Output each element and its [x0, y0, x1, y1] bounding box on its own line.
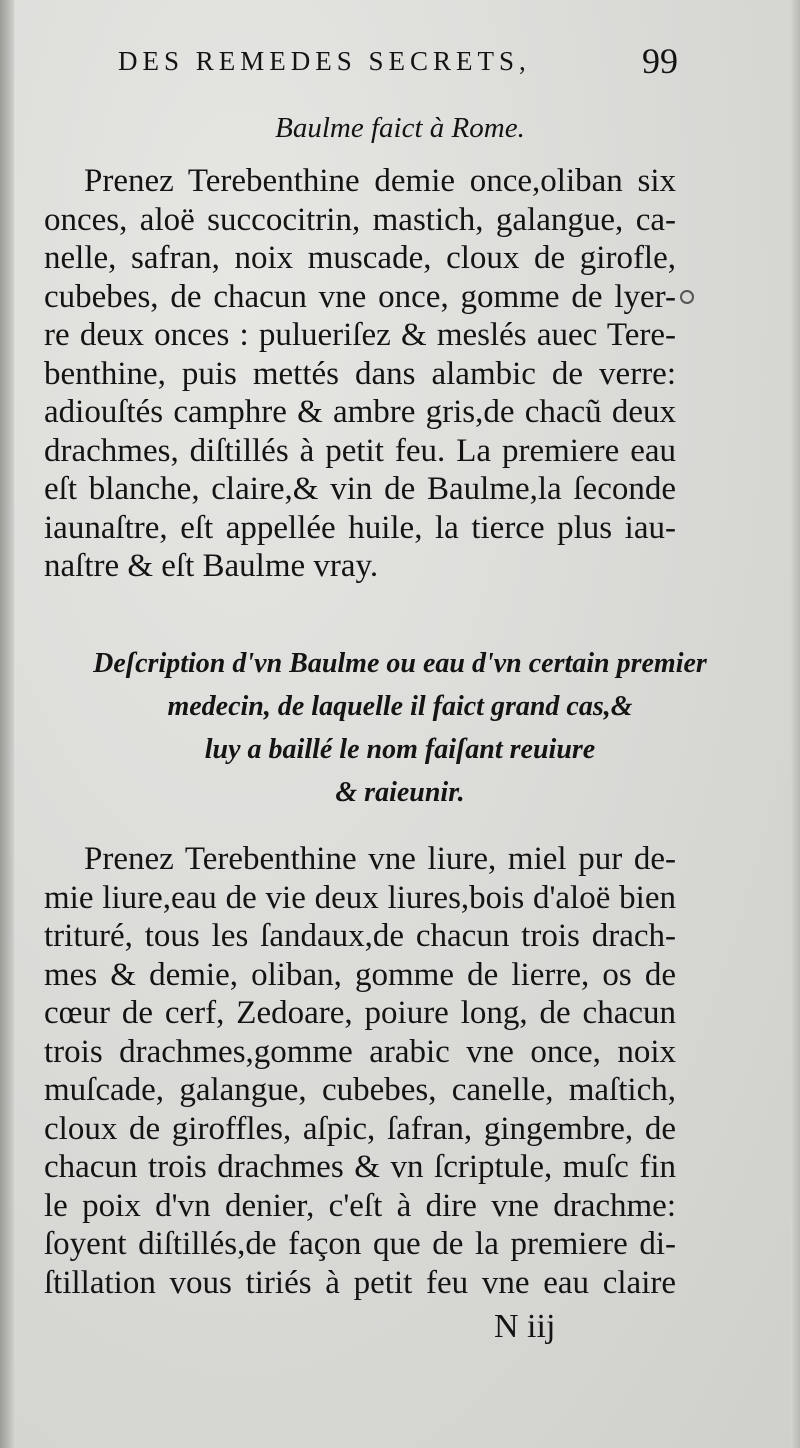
heading-line: Deſcription d'vn Baulme ou eau d'vn certain premier: [93, 648, 707, 679]
signature-mark: N iij: [494, 1308, 556, 1345]
paragraph-baulme-rome: [44, 162, 676, 586]
paragraph-description: [44, 840, 676, 1302]
text-line: trois drachmes,gomme arabic vne once, noix: [44, 1033, 676, 1070]
text-line: drachmes, diſtillés à petit feu. La premiere eau: [44, 432, 676, 469]
text-line: cœur de cerf, Zedoare, poiure long, de chacun: [44, 995, 676, 1031]
text-line: naſtre & eſt Baulme vray.: [44, 548, 379, 584]
text-line: onces, aloë succocitrin, mastich, galangue, ca-: [44, 201, 676, 238]
text-line: benthine, puis mettés dans alambic de verre:: [44, 355, 676, 392]
text-line: Prenez Terebenthine demie once,oliban six: [84, 163, 676, 199]
page-edge-shadow: [790, 0, 800, 1448]
text-line: mie liure,eau de vie deux liures,bois d'aloë bien: [44, 879, 676, 916]
margin-mark: [680, 290, 694, 304]
text-line: nelle, safran, noix muscade, cloux de girofle,: [44, 240, 676, 276]
text-line: cubebes, de chacun vne once, gomme de lyer-: [44, 278, 676, 315]
heading-line: medecin, de laquelle il faict grand cas,&: [167, 691, 633, 722]
text-line: re deux onces : pulueriſez & meslés auec Tere-: [44, 317, 676, 353]
running-head-title: DES REMEDES SECRETS,: [118, 46, 531, 76]
running-head: [118, 40, 678, 84]
text-line: ſoyent diſtillés,de façon que de la premiere di-: [44, 1226, 676, 1262]
page-gutter-shadow: [0, 0, 14, 1448]
text-line: chacun trois drachmes & vn ſcriptule, muſc fin: [44, 1149, 676, 1185]
section-heading-baulme-rome: Baulme faict à Rome.: [275, 112, 525, 144]
text-line: cloux de giroffles, aſpic, ſafran, gingembre, de: [44, 1110, 676, 1147]
text-line: ſtillation vous tiriés à petit feu vne eau claire: [44, 1264, 676, 1301]
text-line: le poix d'vn denier, c'eſt à dire vne drachme:: [44, 1187, 676, 1224]
text-line: adiouſtés camphre & ambre gris,de chacũ deux: [44, 394, 676, 430]
text-line: mes & demie, oliban, gomme de lierre, os de: [44, 956, 676, 993]
text-line: trituré, tous les ſandaux,de chacun trois drach-: [44, 918, 676, 954]
text-line: iaunaſtre, eſt appellée huile, la tierce plus iau-: [44, 509, 676, 546]
section-heading-description: [40, 642, 760, 814]
text-line: eſt blanche, claire,& vin de Baulme,la ſeconde: [44, 471, 676, 507]
text-line: muſcade, galangue, cubebes, canelle, maſtich,: [44, 1072, 676, 1108]
text-line: Prenez Terebenthine vne liure, miel pur de-: [84, 841, 676, 877]
heading-line: & raieunir.: [335, 777, 465, 808]
heading-line: luy a baillé le nom faiſant reuiure: [204, 734, 596, 765]
page-number: 99: [642, 41, 678, 81]
